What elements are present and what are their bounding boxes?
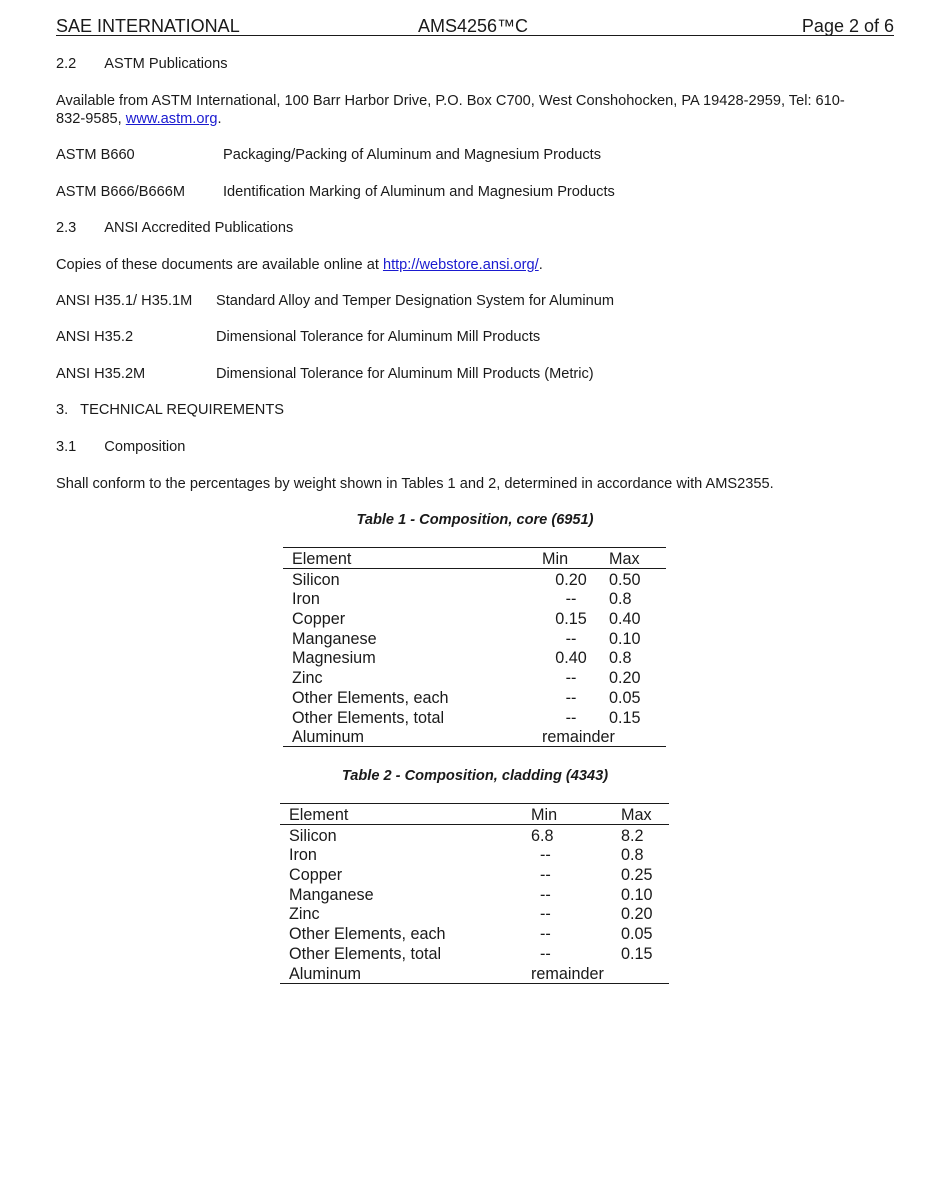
element-cell: Zinc — [292, 669, 323, 688]
max-cell: 0.20 — [621, 905, 653, 924]
table-row — [280, 904, 669, 924]
table-row — [280, 864, 669, 884]
element-cell: Iron — [289, 846, 317, 865]
astm-availability-text: 832-9585, — [56, 111, 126, 127]
table-row — [280, 923, 669, 943]
ref-title: Identification Marking of Aluminum and Magnesium Products — [223, 184, 615, 200]
section-heading-astm — [56, 56, 228, 72]
header-rule — [56, 35, 894, 36]
min-cell: -- — [540, 885, 551, 904]
element-cell: Other Elements, total — [289, 944, 442, 963]
max-cell: 0.10 — [609, 629, 641, 648]
table-row — [283, 707, 666, 727]
ref-title: Packaging/Packing of Aluminum and Magnesium Products — [223, 147, 602, 163]
section-number: 2.3 — [56, 220, 77, 236]
min-cell: -- — [565, 669, 577, 688]
table-header-row — [280, 804, 669, 825]
ref-title: Dimensional Tolerance for Aluminum Mill Products — [216, 329, 541, 345]
max-cell: 0.05 — [621, 925, 653, 944]
remainder-cell: remainder — [533, 727, 666, 747]
element-cell: Aluminum — [283, 727, 533, 747]
element-cell: Other Elements, total — [292, 708, 445, 727]
max-cell: 0.25 — [621, 866, 653, 885]
max-cell: 0.8 — [609, 649, 632, 668]
table2-caption: Table 2 - Composition, cladding (4343) — [341, 768, 609, 784]
ref-code: ANSI H35.1/ H35.1M — [56, 293, 193, 309]
astm-website-link[interactable]: www.astm.org — [125, 111, 218, 127]
ref-code: ANSI H35.2 — [56, 329, 134, 345]
ansi-webstore-link[interactable]: http://webstore.ansi.org/ — [382, 257, 539, 273]
element-cell: Iron — [292, 590, 320, 609]
element-cell: Zinc — [289, 905, 320, 924]
min-cell: 0.40 — [555, 649, 587, 668]
table-row — [283, 569, 666, 589]
min-cell: 0.20 — [555, 570, 587, 589]
astm-period: . — [217, 111, 222, 127]
min-cell: -- — [565, 629, 577, 648]
section-title: ASTM Publications — [104, 56, 228, 72]
header-min: Min — [522, 804, 612, 825]
header-page-number: Page 2 of 6 — [801, 16, 894, 36]
ref-code: ANSI H35.2M — [56, 366, 146, 382]
header-element: Element — [283, 548, 533, 569]
element-cell: Other Elements, each — [289, 925, 446, 944]
min-cell: -- — [540, 905, 551, 924]
table-row — [280, 943, 669, 963]
table1-caption: Table 1 - Composition, core (6951) — [356, 512, 594, 528]
element-cell: Copper — [289, 866, 343, 885]
max-cell: 0.8 — [609, 590, 632, 609]
table-row — [280, 884, 669, 904]
astm-availability-line2 — [56, 111, 222, 127]
min-cell: -- — [565, 688, 577, 707]
min-cell: -- — [540, 925, 551, 944]
table-row — [283, 589, 666, 609]
table-row — [283, 628, 666, 648]
max-cell: 0.8 — [621, 846, 644, 865]
header-doc-number: AMS4256™C — [418, 16, 529, 36]
section-number: 3.1 — [56, 439, 77, 455]
element-cell: Aluminum — [280, 963, 522, 983]
section-number: 2.2 — [56, 56, 77, 72]
element-cell: Other Elements, each — [292, 688, 449, 707]
remainder-cell: remainder — [522, 963, 669, 983]
section-number: 3. — [56, 402, 69, 418]
max-cell: 8.2 — [621, 826, 644, 845]
header-max: Max — [600, 548, 666, 569]
ansi-availability — [56, 257, 543, 273]
min-cell: -- — [565, 590, 577, 609]
astm-availability-line1: Available from ASTM International, 100 Barr Harbor Drive, P.O. Box C700, West Conshohocken, PA 19428-2959, Tel: 610- — [56, 93, 845, 109]
element-cell: Silicon — [292, 570, 340, 589]
max-cell: 0.15 — [609, 708, 641, 727]
element-cell: Manganese — [289, 885, 374, 904]
table-row — [283, 608, 666, 628]
section-heading-ansi — [56, 220, 293, 236]
section-title: TECHNICAL REQUIREMENTS — [80, 402, 284, 418]
ref-code: ASTM B666/B666M — [56, 184, 185, 200]
composition-body: Shall conform to the percentages by weight shown in Tables 1 and 2, determined in accordance with AMS2355. — [56, 476, 774, 492]
header-element: Element — [280, 804, 522, 825]
table-row — [280, 963, 669, 983]
min-cell: 6.8 — [531, 826, 554, 845]
max-cell: 0.40 — [609, 610, 641, 629]
table-row — [283, 687, 666, 707]
composition-table-cladding — [280, 803, 669, 984]
min-cell: -- — [565, 708, 577, 727]
table-header-row — [283, 548, 666, 569]
max-cell: 0.50 — [609, 570, 641, 589]
header-org: SAE INTERNATIONAL — [56, 16, 240, 36]
ansi-period: . — [538, 257, 543, 273]
ref-title: Dimensional Tolerance for Aluminum Mill Products (Metric) — [216, 366, 594, 382]
element-cell: Magnesium — [292, 649, 376, 668]
header-max: Max — [612, 804, 669, 825]
table-row — [283, 727, 666, 747]
section-heading-composition — [56, 439, 185, 455]
element-cell: Copper — [292, 610, 346, 629]
min-cell: -- — [540, 846, 551, 865]
ref-code: ASTM B660 — [56, 147, 135, 163]
element-cell: Manganese — [292, 629, 377, 648]
element-cell: Silicon — [289, 826, 337, 845]
min-cell: 0.15 — [555, 610, 587, 629]
max-cell: 0.05 — [609, 688, 641, 707]
min-cell: -- — [540, 866, 551, 885]
section-heading-technical — [56, 402, 284, 418]
ansi-availability-text: Copies of these documents are available online at — [56, 257, 383, 273]
max-cell: 0.15 — [621, 944, 653, 963]
min-cell: -- — [540, 944, 551, 963]
ref-title: Standard Alloy and Temper Designation System for Aluminum — [216, 293, 615, 309]
table-row — [283, 648, 666, 668]
header-min: Min — [533, 548, 600, 569]
max-cell: 0.20 — [609, 669, 641, 688]
table-row — [280, 845, 669, 865]
composition-table-core — [283, 547, 666, 747]
section-title: ANSI Accredited Publications — [104, 220, 294, 236]
table-row — [280, 825, 669, 845]
table-row — [283, 667, 666, 687]
section-title: Composition — [104, 439, 186, 455]
max-cell: 0.10 — [621, 885, 653, 904]
